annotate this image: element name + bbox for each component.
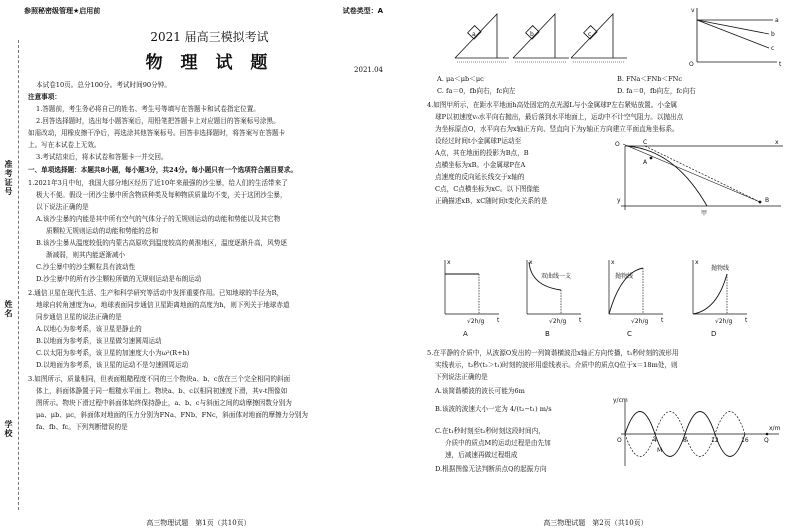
subject-title: 物 理 试 题 xyxy=(145,53,274,73)
wave-tick-8: 8 xyxy=(683,437,687,444)
graph-c-y: x xyxy=(611,259,615,266)
fig-label-c: C xyxy=(643,139,648,146)
section-heading: 一、单项选择题：本题共8小题，每小题3分，共24分。每小题只有一个选项符合题目要求。 xyxy=(28,166,297,174)
q5-option-a: A.该简谐横波的波长可能为6m xyxy=(435,387,525,395)
q5-option-c-cont: 介质中的质点M的运动过程是由先加 xyxy=(445,439,551,447)
graph-b-t: t xyxy=(579,317,582,324)
vt-origin: O xyxy=(689,61,694,68)
fig-label-x: x xyxy=(775,139,779,146)
q1-option-a-cont: 质颗粒无规则运动的动能和势能的总和 xyxy=(46,227,159,235)
q2-option-c: C.以太阳为参考系，该卫星的加速度大小为ω²(R+h) xyxy=(36,349,190,357)
question-4-line: A点，其在地面的投影为B点，B xyxy=(435,149,529,157)
gutter-label-name: 姓名 xyxy=(4,300,14,318)
page-2 xyxy=(397,0,794,532)
q2-option-b: B.以地面为参考系，该卫星做匀速圆周运动 xyxy=(36,337,162,345)
wave-axis-y: y/cm xyxy=(613,397,628,404)
graph-b-letter: B xyxy=(545,330,550,338)
vt-line-b: b xyxy=(771,31,775,38)
question-3-line: 图所示。物块下滑过程中斜面体始终保持静止，a、b、c与斜面之间的动摩擦因数分别为 xyxy=(36,399,292,407)
notice-line: 如需改动，用橡皮擦干净后，再选涂其他答案标号。回答非选择题时，将答案写在答题卡 xyxy=(28,129,286,137)
vt-line-a: a xyxy=(775,17,779,24)
notice-line: 上。写在本试卷上无效。 xyxy=(28,141,101,149)
q1-option-b: B.该沙尘暴从温度较低的内蒙古高原吹到温度较高的黄淮地区，温度逐渐升高，风势逐 xyxy=(36,239,287,247)
paper-type: 试卷类型：A xyxy=(342,7,383,15)
q3-option-d: D. fa＝0，fb向左，fc向右 xyxy=(617,87,696,95)
secret-level: 参照秘密级管理★启用前 xyxy=(24,7,101,15)
graph-a-tick: √2h/g xyxy=(467,318,485,325)
q4-graph-b xyxy=(515,256,585,338)
point-q xyxy=(766,433,769,436)
gutter-label-exam-no: 准考证号 xyxy=(4,160,14,196)
question-3-line: μa、μb、μc，斜面体对地面的压力分别为FNa、FNb、FNc，斜面体对地面的摩擦力分别为 xyxy=(36,411,308,419)
question-4-line: 球P以初速度v₀水平向右抛出，最后落到水平地面上，运动中不计空气阻力。以抛出点 xyxy=(435,113,684,121)
q2-option-a: A.以地心为参考系，该卫星是静止的 xyxy=(36,325,142,333)
question-5-line: 实线表示，t₂秒(t₂＞t₁)时刻的波形用虚线表示。介质中的质点Q位于x＝18m处，则 xyxy=(435,361,678,369)
wave-label-q: Q xyxy=(764,437,769,444)
point-b xyxy=(759,201,762,204)
question-4-line: 点速度的反向延长线交于x轴的 xyxy=(435,173,525,181)
wave-axis-x: x/m xyxy=(769,425,781,432)
question-4-line: 正确描述xB、xC随时间t变化关系的是 xyxy=(435,197,548,205)
notice-heading: 注意事项： xyxy=(28,93,61,101)
wave-origin: O xyxy=(617,437,622,444)
graph-a-t: t xyxy=(497,317,500,324)
q5-option-d: D.根据图像无法判断质点Q的起振方向 xyxy=(435,465,547,473)
exam-date: 2021.04 xyxy=(354,66,383,74)
block-label-b: b xyxy=(530,31,534,38)
question-3-line: 体上，斜面体静置于同一粗糙水平面上。物块a、b、c以相同初速度下滑，其v-t图像如 xyxy=(36,387,288,395)
q3-figure xyxy=(397,0,794,75)
exam-title: 2021 届高三模拟考试 xyxy=(150,30,269,44)
block-label-a: a xyxy=(472,31,476,38)
question-5-line: 5.在平静的介质中，从波源O发出的一列简谐横波沿x轴正方向传播，t₁秒时刻的波形用 xyxy=(427,349,679,357)
graph-a-y: x xyxy=(447,259,451,266)
question-2-line: 同步通信卫星的说法正确的是 xyxy=(36,313,122,321)
gutter-label-school: 学校 xyxy=(4,420,14,438)
binding-gutter xyxy=(0,0,22,532)
page-footer: 高三物理试题 第1页（共10页） xyxy=(146,519,251,527)
graph-b-note: 双曲线一支 xyxy=(541,273,572,280)
question-4-line: 设经过时间t小金属球P运动至 xyxy=(435,137,522,145)
q4-graph-c xyxy=(597,256,667,338)
wave-tick-16: 16 xyxy=(741,437,749,444)
notice-line: 2.回答选择题时，选出每小题答案后，用铅笔把答题卡上对应题目的答案标号涂黑。 xyxy=(36,117,280,125)
question-2-line: 地球自转角速度为ω，地球表面同步通信卫星距离地面的高度为h，则下列关于地球赤道 xyxy=(36,301,290,309)
fig-label-b: B xyxy=(765,197,770,204)
graph-d-note: 抛物线 xyxy=(711,265,730,272)
graph-c-tick: √2h/g xyxy=(631,318,649,325)
question-4-line: C点，C点横坐标为xC。以下图像能 xyxy=(435,185,540,193)
q3-option-c: C. fa＝0，fb向右，fc向左 xyxy=(437,87,516,95)
q5-option-c-cont: 速，后减速再做过程组成 xyxy=(445,451,518,459)
vt-axis-v: v xyxy=(691,7,695,14)
question-1-line: 以下说法正确的是 xyxy=(36,203,89,211)
question-3-line: fa、fb、fc。下列判断错误的是 xyxy=(36,423,128,431)
point-a xyxy=(650,157,653,160)
q5-option-c: C.在t₁秒时刻至t₂秒时刻这段时间内， xyxy=(435,427,545,435)
graph-b-tick: √2h/g xyxy=(549,318,567,325)
graph-d-tick: √2h/g xyxy=(715,318,733,325)
notice-line: 3.考试结束后，将本试卷和答题卡一并交回。 xyxy=(36,153,168,161)
q4-graph-d xyxy=(681,256,751,338)
question-2-line: 2.通信卫星在现代生活、生产和科学研究等活动中发挥重要作用。已知地球的半径为R， xyxy=(28,289,284,297)
page-footer: 高三物理试题 第2页（共10页） xyxy=(543,519,648,527)
vt-axis-t: t xyxy=(779,61,782,68)
notice-line: 1.答题前，考生务必将自己的姓名、考生号等填写在答题卡和试卷指定位置。 xyxy=(36,105,260,113)
q1-option-d: D.沙尘暴中的所有沙尘颗粒所做的无规则运动是布朗运动 xyxy=(36,275,202,283)
fig-label-a: A xyxy=(643,159,648,166)
question-5-line: 下列说法正确的是 xyxy=(435,373,488,381)
graph-c-note: 抛物线 xyxy=(615,273,634,280)
wave-tick-12: 12 xyxy=(711,437,719,444)
gutter-dashed-line xyxy=(18,40,19,510)
q5-wave-figure xyxy=(613,396,783,476)
graph-b-y: x xyxy=(529,259,533,266)
graph-c-letter: C xyxy=(627,330,632,338)
question-1-line: 极大不便。假设一团沙尘暴中所含物质种类及每种物质质量均不变，关于这团沙尘暴， xyxy=(36,191,287,199)
fig-label-o: O xyxy=(615,141,620,148)
q3-option-a: A. μa＜μb＜μc xyxy=(437,75,484,83)
question-4-line: 为坐标原点O，水平向右为x轴正方向、竖直向下为y轴正方向建立平面直角坐标系。 xyxy=(435,125,679,133)
graph-d-t: t xyxy=(745,317,748,324)
q4-figure-jia xyxy=(615,136,785,216)
vt-line-c: c xyxy=(771,45,775,52)
q2-option-d: D.以地面为参考系，该卫星的运动不是匀速圆周运动 xyxy=(36,361,189,369)
q5-option-b: B.该波的波速大小一定为 4/(t₂−t₁) m/s xyxy=(435,405,552,413)
fig-label-y: y xyxy=(617,197,621,204)
q1-option-b-cont: 渐减弱，则其内能逐渐减小 xyxy=(46,251,126,259)
graph-a-letter: A xyxy=(463,330,468,338)
question-3-line: 3.如图所示，质量相同，但表面粗糙程度不同的三个物块a、b、c放在三个完全相同的斜面 xyxy=(28,375,291,383)
graph-d-y: x xyxy=(695,259,699,266)
block-label-c: c xyxy=(588,31,592,38)
fig-label-jia: 甲 xyxy=(701,210,708,217)
wave-point-m: M xyxy=(657,447,663,454)
q3-option-b: B. FNa＜FNb＜FNc xyxy=(617,75,683,83)
question-4-line: 4.如图甲所示，在距水平地面h高处固定的点光源L与小金属球P左右紧贴放置。小金属 xyxy=(427,101,678,109)
graph-d-letter: D xyxy=(711,330,717,338)
wave-tick-4: 4 xyxy=(653,437,657,444)
question-4-line: 点横坐标为xB。小金属球P在A xyxy=(435,161,526,169)
graph-c-t: t xyxy=(661,317,664,324)
intro-line: 本试卷10页。总分100分。考试时间90分钟。 xyxy=(36,81,171,89)
question-1-line: 1.2021年3月中旬，我国大部分地区经历了近10年来最强的沙尘暴，给人们的生活带来了 xyxy=(28,179,288,187)
q4-graph-a xyxy=(433,256,503,338)
q1-option-c: C.沙尘暴中的沙尘颗粒具有波动性 xyxy=(36,263,136,271)
q1-option-a: A.该沙尘暴的内能是其中所有空气的气体分子的无规则运动的动能和势能以及其它物 xyxy=(36,215,281,223)
